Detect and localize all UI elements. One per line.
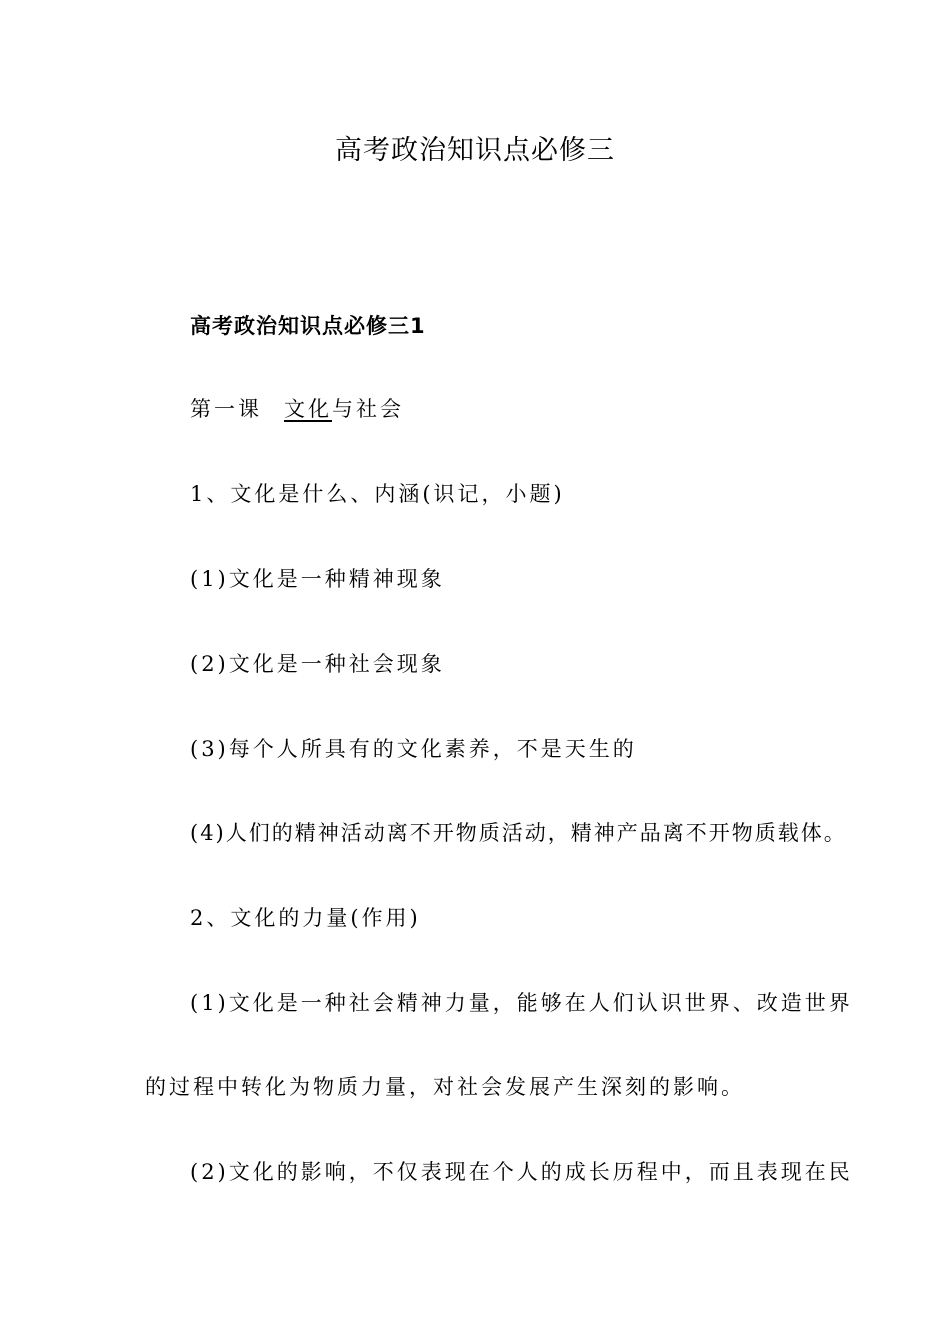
section-heading: 高考政治知识点必修三1 bbox=[190, 314, 426, 338]
lesson-heading bbox=[190, 394, 404, 424]
paragraph-line: (3)每个人所具有的文化素养，不是天生的 bbox=[190, 737, 637, 761]
paragraph-line: (2)文化的影响，不仅表现在个人的成长历程中，而且表现在民 bbox=[190, 1160, 853, 1184]
paragraph-line: 1、文化是什么、内涵(识记，小题) bbox=[190, 482, 565, 506]
paragraph-line: (1)文化是一种社会精神力量，能够在人们认识世界、改造世界 bbox=[190, 991, 853, 1015]
document-title: 高考政治知识点必修三 bbox=[335, 135, 615, 166]
paragraph-line: (2)文化是一种社会现象 bbox=[190, 652, 445, 676]
lesson-prefix: 第一课 bbox=[190, 397, 262, 421]
paragraph-line: (1)文化是一种精神现象 bbox=[190, 567, 445, 591]
lesson-linked-word[interactable]: 文化 bbox=[284, 397, 332, 421]
paragraph-line: 2、文化的力量(作用) bbox=[190, 906, 421, 930]
paragraph-line: 的过程中转化为物质力量，对社会发展产生深刻的影响。 bbox=[145, 1075, 745, 1099]
lesson-suffix: 与社会 bbox=[332, 397, 404, 421]
paragraph-line: (4)人们的精神活动离不开物质活动，精神产品离不开物质载体。 bbox=[190, 821, 847, 845]
